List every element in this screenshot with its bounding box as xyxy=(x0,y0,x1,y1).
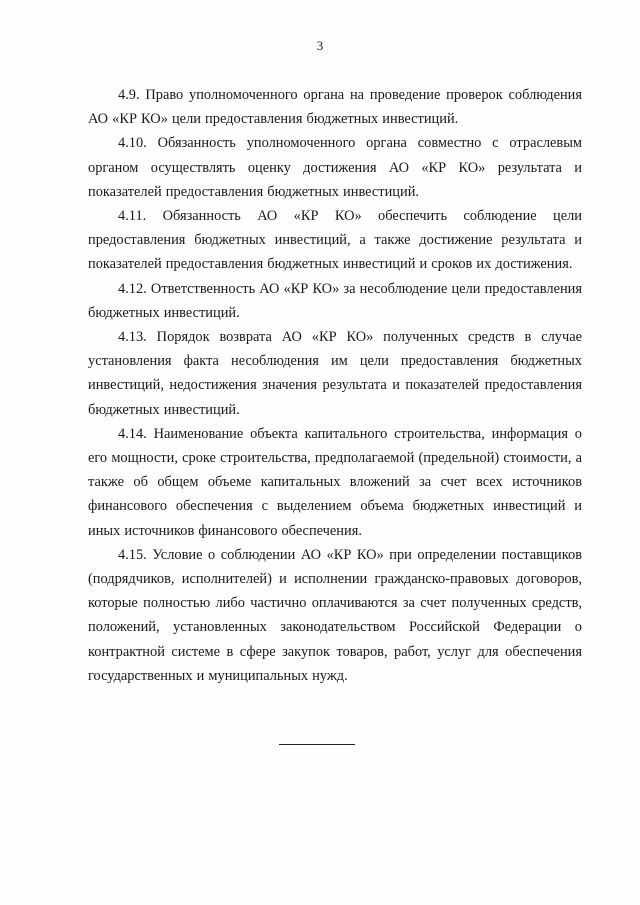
paragraph-4-14: 4.14. Наименование объекта капитального строительства, информация о его мощности, сроке строительства, предполагаемой (предельной) стоимости, а также об общем объеме капитальных вложений за счет всех источников финансового обеспечения с выделением объема бюджетных инвестиций и иных источников финансового обеспечения. xyxy=(88,425,582,539)
document-body xyxy=(88,83,582,688)
page-number: 3 xyxy=(316,38,324,53)
paragraph-4-13: 4.13. Порядок возврата АО «КР КО» полученных средств в случае установления факта несоблюдения им цели предоставления бюджетных инвестиций, недостижения значения результата и показателей предоставления бюджетных инвестиций. xyxy=(88,329,582,418)
paragraph-4-9: 4.9. Право уполномоченного органа на проведение проверок соблюдения АО «КР КО» цели предоставления бюджетных инвестиций. xyxy=(88,87,582,128)
end-separator-line xyxy=(279,744,355,745)
paragraph-4-15: 4.15. Условие о соблюдении АО «КР КО» при определении поставщиков (подрядчиков, исполнителей) и исполнении гражданско-правовых договоров, которые полностью либо частично оплачиваются за счет полученных средств, положений, установленных законодательством Российской Федерации о контрактной системе в сфере закупок товаров, работ, услуг для обеспечения государственных и муниципальных нужд. xyxy=(88,546,582,684)
paragraph-4-11: 4.11. Обязанность АО «КР КО» обеспечить соблюдение цели предоставления бюджетных инвестиций, а также достижение результата и показателей предоставления бюджетных инвестиций и сроков их достижения. xyxy=(88,208,582,273)
paragraph-4-10: 4.10. Обязанность уполномоченного органа совместно с отраслевым органом осуществлять оценку достижения АО «КР КО» результата и показателей предоставления бюджетных инвестиций. xyxy=(88,135,582,200)
paragraph-4-12: 4.12. Ответственность АО «КР КО» за несоблюдение цели предоставления бюджетных инвестиций. xyxy=(88,280,582,321)
